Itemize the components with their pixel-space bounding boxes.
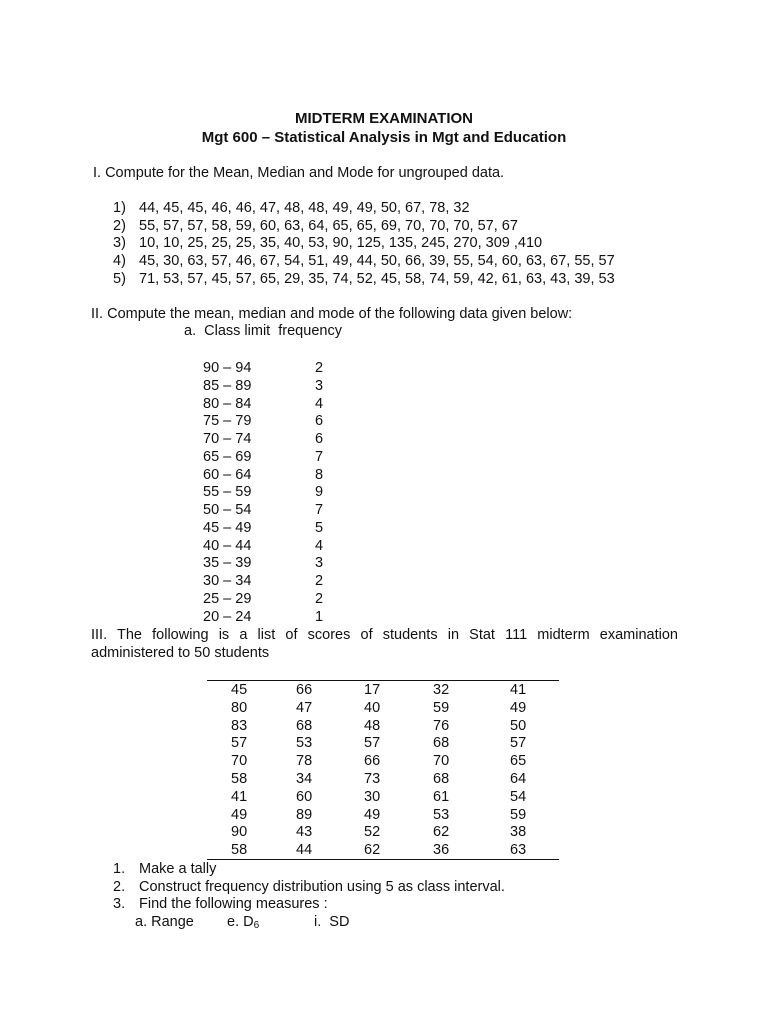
- score-cell: 73: [364, 770, 381, 787]
- score-cell: 49: [231, 806, 248, 823]
- class-limit-cell: 55 – 59: [203, 484, 252, 501]
- score-cell: 68: [433, 770, 450, 787]
- list-item: [113, 895, 553, 913]
- score-cell: 60: [296, 788, 313, 805]
- task-number: 3.: [113, 896, 126, 913]
- measure-sd: i. SD: [314, 914, 350, 930]
- task-text: Make a tally: [139, 861, 217, 877]
- score-cell: 47: [296, 699, 313, 716]
- score-cell: 68: [433, 735, 450, 752]
- class-limit-cell: 90 – 94: [203, 360, 252, 376]
- measure-decile: [227, 913, 259, 935]
- table-row: [203, 501, 343, 519]
- score-cell: 32: [433, 682, 450, 698]
- score-cell: 58: [231, 842, 248, 859]
- frequency-cell: 8: [315, 466, 324, 483]
- score-cell: 30: [364, 788, 381, 805]
- table-row: [203, 395, 343, 413]
- list-item: [113, 217, 673, 235]
- score-cell: 66: [364, 753, 381, 770]
- table-row: [207, 681, 559, 699]
- class-limit-cell: 85 – 89: [203, 377, 252, 394]
- score-cell: 57: [231, 735, 248, 752]
- table-row: [207, 770, 559, 788]
- score-cell: 68: [296, 717, 313, 734]
- score-cell: 48: [364, 717, 381, 734]
- score-cell: 58: [231, 770, 248, 787]
- table-row: [203, 430, 343, 448]
- class-limit-cell: 30 – 34: [203, 573, 252, 589]
- score-cell: 59: [433, 699, 450, 716]
- task-number: 2.: [113, 878, 126, 895]
- list-item-text: 45, 30, 63, 57, 46, 67, 54, 51, 49, 44, 50, 66, 39, 55, 54, 60, 63, 67, 55, 57: [139, 253, 615, 270]
- table-row: [203, 466, 343, 484]
- class-limit-cell: 20 – 24: [203, 608, 252, 625]
- task-text: Find the following measures :: [139, 896, 328, 913]
- frequency-cell: 3: [315, 377, 324, 394]
- table-row: [203, 359, 343, 377]
- frequency-cell: 4: [315, 537, 324, 554]
- list-item-number: 4): [113, 253, 126, 270]
- score-cell: 65: [510, 753, 527, 770]
- frequency-cell: 7: [315, 448, 324, 465]
- page-subtitle: Mgt 600 – Statistical Analysis in Mgt and Education: [201, 129, 567, 146]
- score-cell: 62: [433, 824, 450, 841]
- part3-intro-line2: administered to 50 students: [91, 645, 270, 661]
- score-cell: 49: [510, 699, 527, 716]
- score-cell: 40: [364, 699, 381, 716]
- class-limit-cell: 75 – 79: [203, 413, 252, 430]
- list-item-number: 2): [113, 217, 126, 234]
- frequency-cell: 2: [315, 573, 324, 589]
- frequency-cell: 2: [315, 360, 324, 376]
- class-limit-cell: 25 – 29: [203, 590, 252, 607]
- score-cell: 34: [296, 770, 313, 787]
- list-item-text: 71, 53, 57, 45, 57, 65, 29, 35, 74, 52, 45, 58, 74, 59, 42, 61, 63, 43, 39, 53: [139, 270, 615, 287]
- table-row: [203, 554, 343, 572]
- list-item-number: 1): [113, 200, 126, 216]
- list-item: [113, 252, 673, 270]
- list-item: [113, 199, 673, 217]
- table-row: [203, 448, 343, 466]
- list-item: [113, 860, 553, 878]
- score-cell: 53: [296, 735, 313, 752]
- score-cell: 41: [231, 788, 248, 805]
- score-cell: 70: [433, 753, 450, 770]
- score-cell: 78: [296, 753, 313, 770]
- score-cell: 57: [364, 735, 381, 752]
- score-cell: 41: [510, 682, 527, 698]
- part3-intro-line1: III. The following is a list of scores of students in Stat 111 midterm examination: [91, 627, 678, 643]
- score-cell: 36: [433, 842, 450, 859]
- frequency-cell: 6: [315, 431, 324, 447]
- table-row: [207, 841, 559, 859]
- class-limit-cell: 45 – 49: [203, 519, 252, 536]
- frequency-cell: 9: [315, 484, 324, 501]
- score-cell: 43: [296, 824, 313, 841]
- frequency-cell: 1: [315, 608, 324, 625]
- score-cell: 44: [296, 842, 313, 859]
- table-row: [203, 537, 343, 555]
- list-item-text: 44, 45, 45, 46, 46, 47, 48, 48, 49, 49, 50, 67, 78, 32: [139, 200, 470, 216]
- table-row: [207, 788, 559, 806]
- list-item-text: 10, 10, 25, 25, 25, 35, 40, 53, 90, 125, 135, 245, 270, 309 ,410: [139, 235, 543, 252]
- score-cell: 57: [510, 735, 527, 752]
- score-cell: 62: [364, 842, 381, 859]
- score-cell: 89: [296, 806, 313, 823]
- list-item: [113, 270, 673, 288]
- score-cell: 66: [296, 682, 313, 698]
- table-row: [203, 377, 343, 395]
- measure-decile-subscript: 6: [253, 920, 260, 931]
- score-cell: 70: [231, 753, 248, 770]
- list-item: [113, 878, 553, 896]
- table-row: [203, 608, 343, 626]
- part2-instruction: II. Compute the mean, median and mode of the following data given below:: [91, 306, 573, 322]
- frequency-cell: 5: [315, 519, 324, 536]
- measure-range: a. Range: [135, 914, 194, 930]
- score-cell: 17: [364, 682, 381, 698]
- scores-table: [207, 680, 559, 860]
- measure-decile-label: e. D: [227, 914, 254, 930]
- frequency-cell: 6: [315, 413, 324, 430]
- table-row: [207, 699, 559, 717]
- score-cell: 80: [231, 699, 248, 716]
- class-limit-cell: 35 – 39: [203, 555, 252, 572]
- frequency-cell: 2: [315, 590, 324, 607]
- class-limit-cell: 60 – 64: [203, 466, 252, 483]
- score-cell: 53: [433, 806, 450, 823]
- score-cell: 61: [433, 788, 450, 805]
- page-title: MIDTERM EXAMINATION: [294, 110, 474, 127]
- class-limit-cell: 65 – 69: [203, 448, 252, 465]
- task-text: Construct frequency distribution using 5 as class interval.: [139, 878, 505, 895]
- table-row: [207, 734, 559, 752]
- frequency-cell: 4: [315, 395, 324, 412]
- table-row: [203, 519, 343, 537]
- score-cell: 83: [231, 717, 248, 734]
- score-cell: 38: [510, 824, 527, 841]
- table-row: [203, 590, 343, 608]
- class-limit-cell: 80 – 84: [203, 395, 252, 412]
- score-cell: 76: [433, 717, 450, 734]
- part1-instruction: I. Compute for the Mean, Median and Mode for ungrouped data.: [93, 165, 505, 181]
- task-number: 1.: [113, 861, 126, 877]
- score-cell: 64: [510, 770, 527, 787]
- score-cell: 49: [364, 806, 381, 823]
- table-row: [207, 806, 559, 824]
- score-cell: 50: [510, 717, 527, 734]
- class-limit-cell: 70 – 74: [203, 431, 252, 447]
- table-row: [207, 717, 559, 735]
- score-cell: 54: [510, 788, 527, 805]
- part2-subheading: a. Class limit frequency: [184, 323, 342, 339]
- score-cell: 63: [510, 842, 527, 859]
- table-row: [207, 823, 559, 841]
- list-item: [113, 234, 673, 252]
- score-cell: 45: [231, 682, 248, 698]
- table-row: [203, 572, 343, 590]
- class-limit-cell: 40 – 44: [203, 537, 252, 554]
- list-item-number: 5): [113, 270, 126, 287]
- list-item-number: 3): [113, 235, 126, 252]
- frequency-cell: 7: [315, 502, 324, 518]
- table-row: [207, 752, 559, 770]
- list-item-text: 55, 57, 57, 58, 59, 60, 63, 64, 65, 65, 69, 70, 70, 70, 57, 67: [139, 217, 518, 234]
- score-cell: 52: [364, 824, 381, 841]
- frequency-cell: 3: [315, 555, 324, 572]
- class-limit-cell: 50 – 54: [203, 502, 252, 518]
- table-row: [203, 483, 343, 501]
- table-row: [203, 412, 343, 430]
- score-cell: 59: [510, 806, 527, 823]
- score-cell: 90: [231, 824, 248, 841]
